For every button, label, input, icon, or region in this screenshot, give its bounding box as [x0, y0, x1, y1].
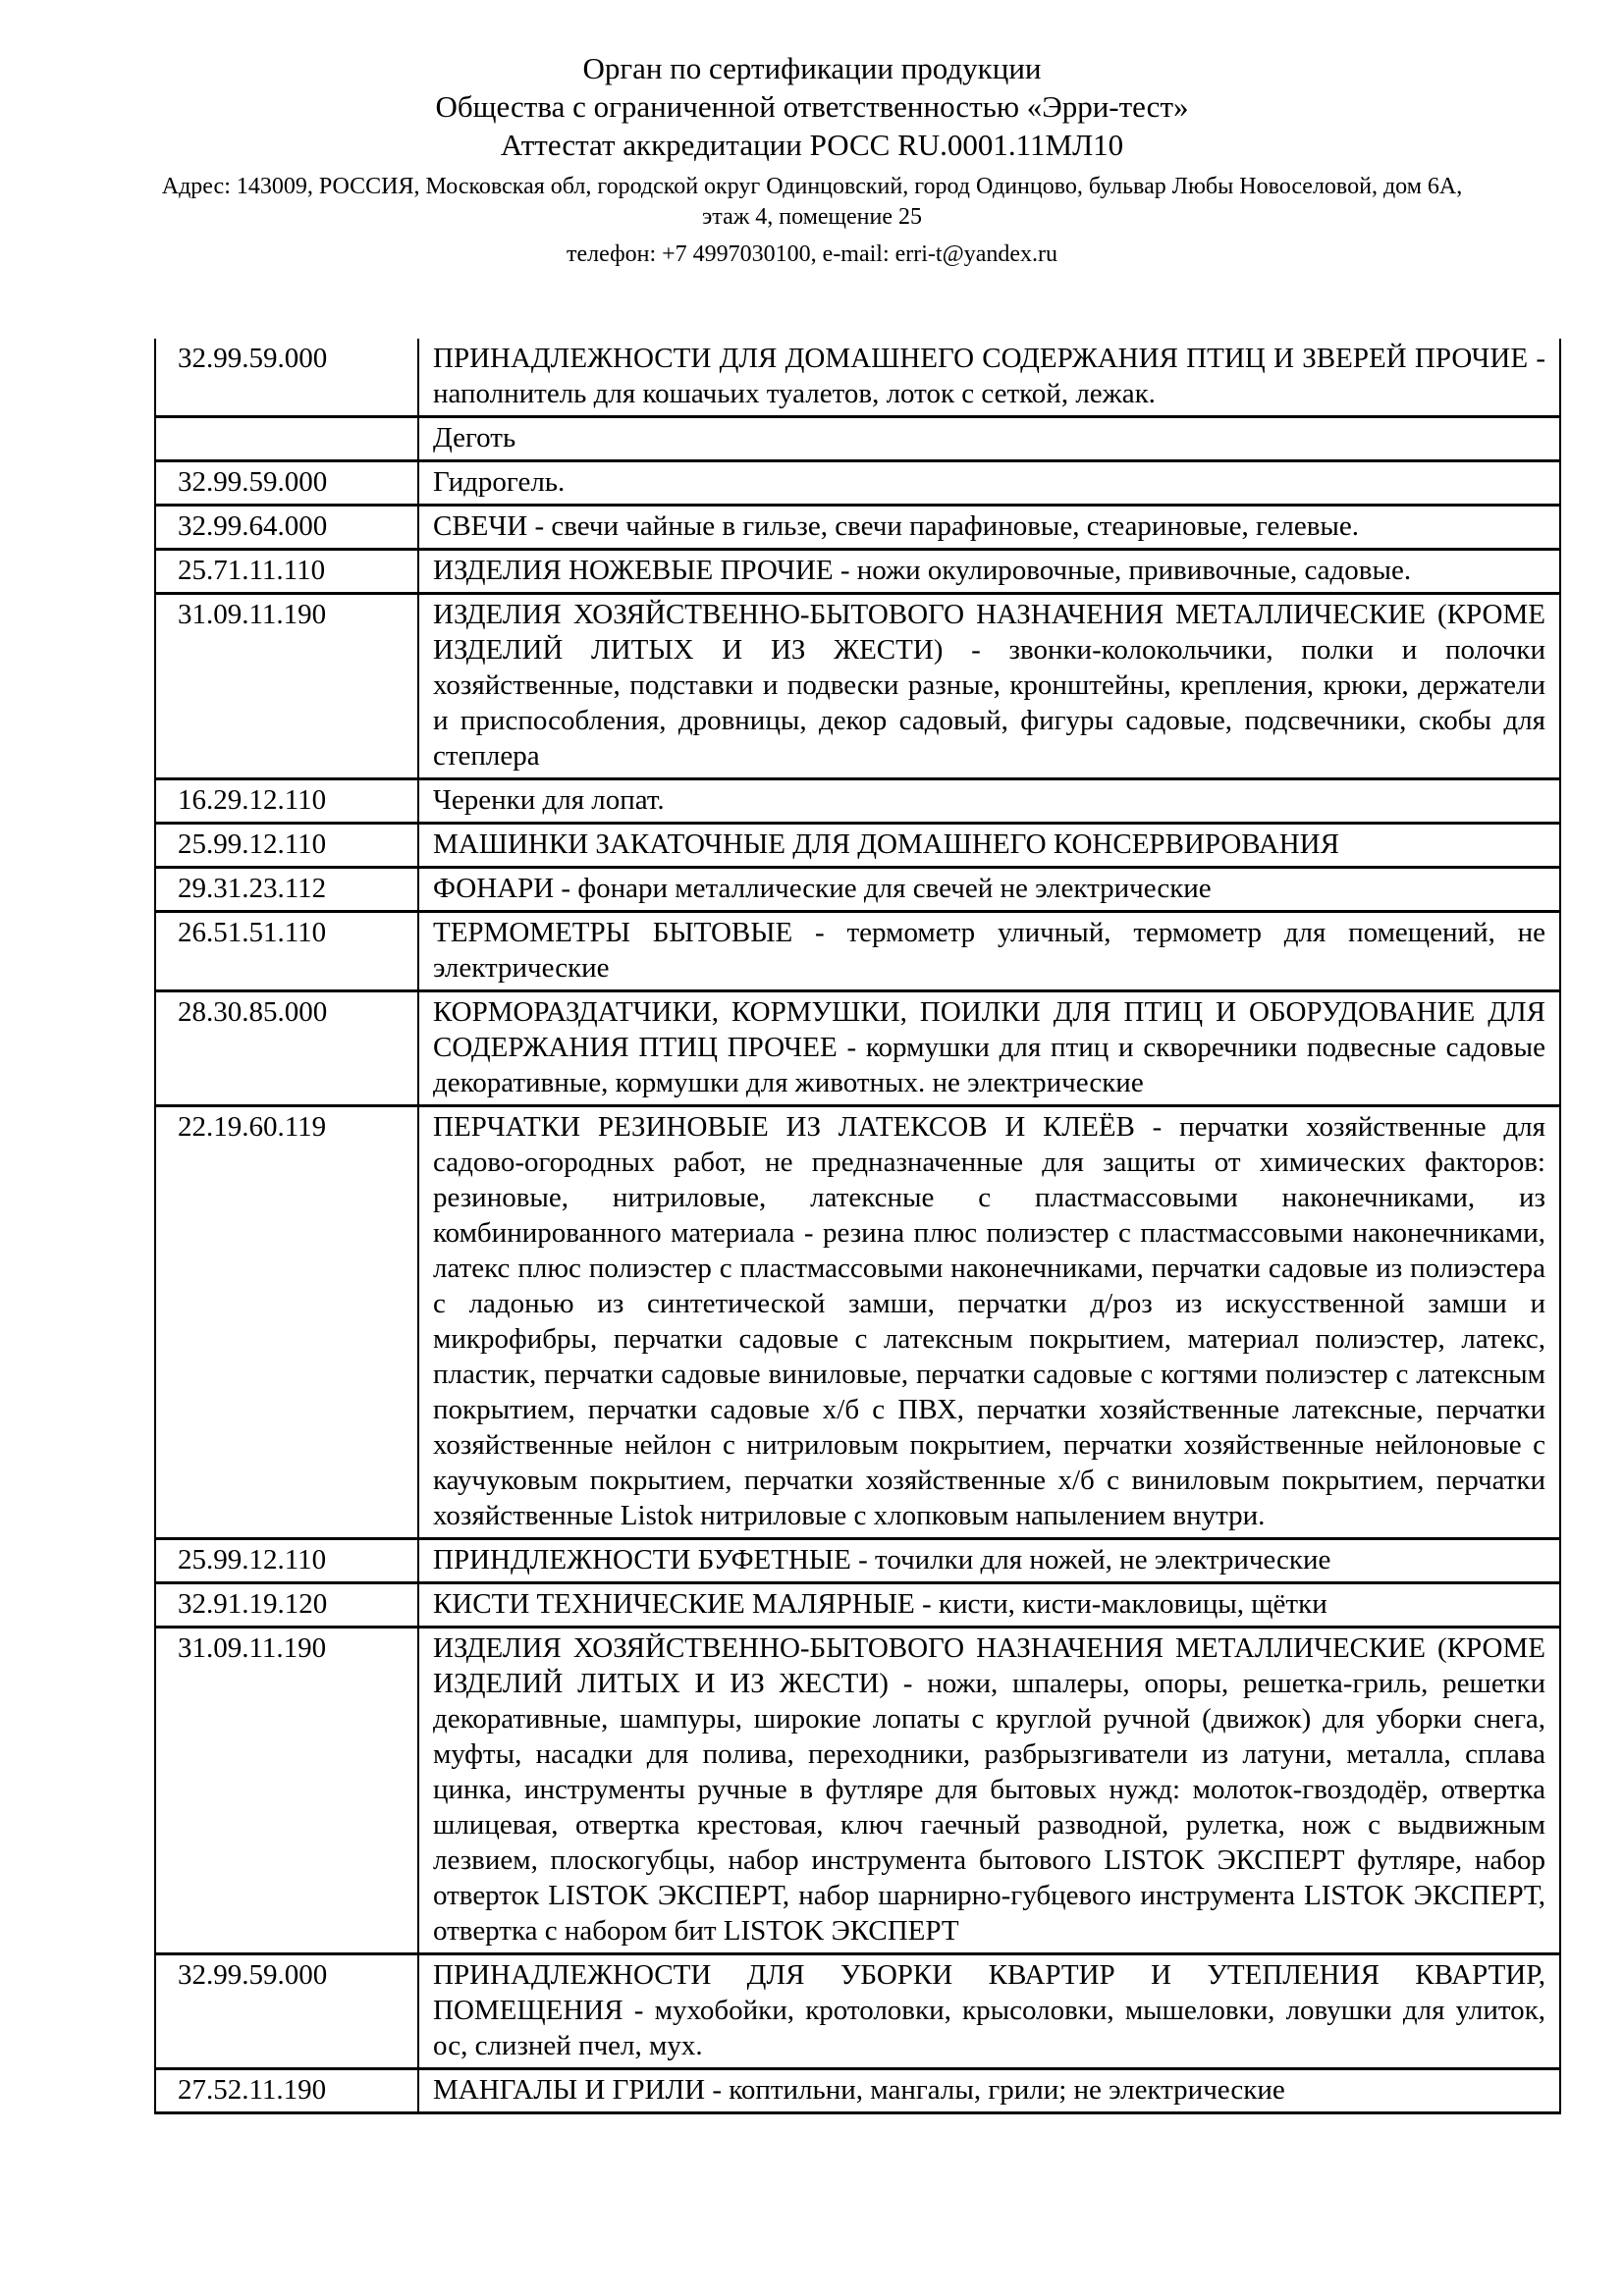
product-code-cell: 26.51.51.110 [155, 912, 418, 991]
product-description-cell: ПРИНАДЛЕЖНОСТИ ДЛЯ ДОМАШНЕГО СОДЕРЖАНИЯ ПТИЦ И ЗВЕРЕЙ ПРОЧИЕ - наполнитель для кошачьих туалетов, лоток с сеткой, лежак. [418, 339, 1560, 417]
product-code-cell: 32.99.59.000 [155, 339, 418, 417]
product-code-cell: 31.09.11.190 [155, 594, 418, 779]
table-row [155, 2069, 1560, 2113]
table-row [155, 506, 1560, 550]
table-row [155, 868, 1560, 912]
product-description-cell: ПРИНАДЛЕЖНОСТИ ДЛЯ УБОРКИ КВАРТИР И УТЕПЛЕНИЯ КВАРТИР, ПОМЕЩЕНИЯ - мухобойки, кротоловки, крысоловки, мышеловки, ловушки для улиток, ос, слизней пчел, мух. [418, 1954, 1560, 2069]
product-code-cell: 29.31.23.112 [155, 868, 418, 912]
header-contact: телефон: +7 4997030100, e-mail: erri-t@yandex.ru [567, 241, 1057, 267]
product-code-cell: 22.19.60.119 [155, 1106, 418, 1539]
product-description-cell: ФОНАРИ - фонари металлические для свечей не электрические [418, 868, 1560, 912]
table-row [155, 1539, 1560, 1583]
product-description-cell: ПЕРЧАТКИ РЕЗИНОВЫЕ ИЗ ЛАТЕКСОВ И КЛЕЁВ - перчатки хозяйственные для садово-огородных работ, не предназначенные для защиты от химических факторов: резиновые, нитриловые, латексные с пластмассовыми наконечниками, из комбинированного материала - резина плюс полиэстер с пластмассовыми наконечниками, латекс плюс полиэстер с пластмассовыми наконечниками, перчатки садовые из полиэстера с ладонью из синтетической замши, перчатки д/роз из искусственной замши и микрофибры, перчатки садовые с латексным покрытием, материал полиэстер, латекс, пластик, перчатки садовые виниловые, перчатки садовые с когтями полиэстер с латексным покрытием, перчатки садовые х/б с ПВХ, перчатки хозяйственные латексные, перчатки хозяйственные нейлон с нитриловым покрытием, перчатки хозяйственные нейлоновые с каучуковым покрытием, перчатки хозяйственные х/б с виниловым покрытием, перчатки хозяйственные Listok нитриловые с хлопковым напылением внутри. [418, 1106, 1560, 1539]
header-org-type: Орган по сертификации продукции [582, 51, 1042, 85]
products-table-body [155, 339, 1560, 2113]
table-row [155, 1106, 1560, 1539]
product-code-cell: 25.99.12.110 [155, 824, 418, 868]
table-row [155, 461, 1560, 506]
product-code-cell [155, 417, 418, 461]
product-description-cell: ИЗДЕЛИЯ НОЖЕВЫЕ ПРОЧИЕ - ножи окулировочные, прививочные, садовые. [418, 550, 1560, 594]
table-row [155, 779, 1560, 824]
table-row [155, 1628, 1560, 1954]
product-code-cell: 31.09.11.190 [155, 1628, 418, 1954]
document-header [0, 0, 1624, 270]
product-description-cell: ИЗДЕЛИЯ ХОЗЯЙСТВЕННО-БЫТОВОГО НАЗНАЧЕНИЯ МЕТАЛЛИЧЕСКИЕ (КРОМЕ ИЗДЕЛИЙ ЛИТЫХ И ИЗ ЖЕСТИ) - ножи, шпалеры, опоры, решетка-гриль, решетки декоративные, шампуры, широкие лопаты с круглой ручной (движок) для уборки снега, муфты, насадки для полива, переходники, разбрызгиватели из латуни, металла, сплава цинка, инструменты ручные в футляре для бытовых нужд: молоток-гвоздодёр, отвертка шлицевая, отвертка крестовая, ключ гаечный разводной, рулетка, нож с выдвижным лезвием, плоскогубцы, набор инструмента бытового LISTOK ЭКСПЕРТ футляре, набор отверток LISTOK ЭКСПЕРТ, набор шарнирно-губцевого инструмента LISTOK ЭКСПЕРТ, отвертка с набором бит LISTOK ЭКСПЕРТ [418, 1628, 1560, 1954]
product-code-cell: 32.99.59.000 [155, 1954, 418, 2069]
product-description-cell: КИСТИ ТЕХНИЧЕСКИЕ МАЛЯРНЫЕ - кисти, кисти-макловицы, щётки [418, 1583, 1560, 1628]
product-description-cell: СВЕЧИ - свечи чайные в гильзе, свечи парафиновые, стеариновые, гелевые. [418, 506, 1560, 550]
product-code-cell: 32.99.64.000 [155, 506, 418, 550]
table-row [155, 594, 1560, 779]
product-description-cell: Черенки для лопат. [418, 779, 1560, 824]
product-description-cell: МАШИНКИ ЗАКАТОЧНЫЕ ДЛЯ ДОМАШНЕГО КОНСЕРВИРОВАНИЯ [418, 824, 1560, 868]
product-code-cell: 27.52.11.190 [155, 2069, 418, 2113]
header-address: Адрес: 143009, РОССИЯ, Московская обл, городской округ Одинцовский, город Одинцово, бульвар Любы Новоселовой, дом 6А, этаж 4, помещение 25 [161, 174, 1463, 230]
product-description-cell: ТЕРМОМЕТРЫ БЫТОВЫЕ - термометр уличный, термометр для помещений, не электрические [418, 912, 1560, 991]
product-description-cell: ИЗДЕЛИЯ ХОЗЯЙСТВЕННО-БЫТОВОГО НАЗНАЧЕНИЯ МЕТАЛЛИЧЕСКИЕ (КРОМЕ ИЗДЕЛИЙ ЛИТЫХ И ИЗ ЖЕСТИ) - звонки-колокольчики, полки и полочки хозяйственные, подставки и подвески разные, кронштейны, крепления, крюки, держатели и приспособления, дровницы, декор садовый, фигуры садовые, подсвечники, скобы для степлера [418, 594, 1560, 779]
product-description-cell: Деготь [418, 417, 1560, 461]
product-code-cell: 25.99.12.110 [155, 1539, 418, 1583]
product-code-cell: 25.71.11.110 [155, 550, 418, 594]
table-row [155, 991, 1560, 1106]
table-row [155, 912, 1560, 991]
product-description-cell: Гидрогель. [418, 461, 1560, 506]
header-accreditation: Аттестат аккредитации РОСС RU.0001.11МЛ10 [500, 128, 1124, 162]
product-code-cell: 32.99.59.000 [155, 461, 418, 506]
product-code-cell: 32.91.19.120 [155, 1583, 418, 1628]
table-row [155, 824, 1560, 868]
products-table [154, 339, 1561, 2114]
product-code-cell: 28.30.85.000 [155, 991, 418, 1106]
product-description-cell: МАНГАЛЫ И ГРИЛИ - коптильни, мангалы, грили; не электрические [418, 2069, 1560, 2113]
table-row [155, 339, 1560, 417]
table-row [155, 550, 1560, 594]
table-row [155, 417, 1560, 461]
product-code-cell: 16.29.12.110 [155, 779, 418, 824]
product-description-cell: ПРИНДЛЕЖНОСТИ БУФЕТНЫЕ - точилки для ножей, не электрические [418, 1539, 1560, 1583]
table-row [155, 1954, 1560, 2069]
table-row [155, 1583, 1560, 1628]
product-description-cell: КОРМОРАЗДАТЧИКИ, КОРМУШКИ, ПОИЛКИ ДЛЯ ПТИЦ И ОБОРУДОВАНИЕ ДЛЯ СОДЕРЖАНИЯ ПТИЦ ПРОЧЕЕ - кормушки для птиц и скворечники подвесные садовые декоративные, кормушки для животных. не электрические [418, 991, 1560, 1106]
header-org-name: Общества с ограниченной ответственностью «Эрри-тест» [435, 89, 1189, 124]
